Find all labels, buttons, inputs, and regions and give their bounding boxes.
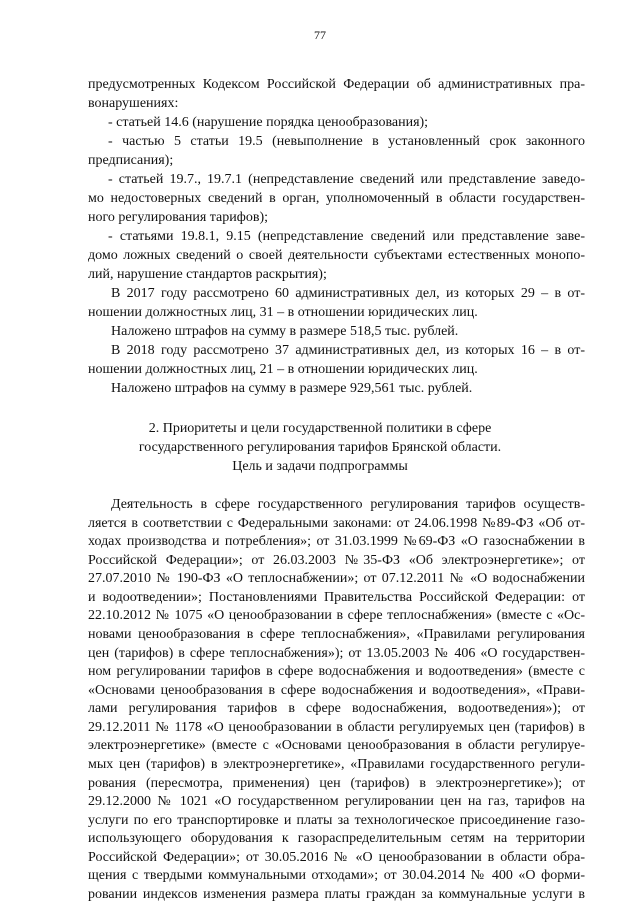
text-line: - частью 5 статьи 19.5 (невыполнение в установленный срок законного [108,134,585,149]
text-line: лами регулирования тарифов в сфере водоснабжения, водоотведения»); от [88,701,585,716]
text-line: и водоотведении»; Постановлениями Правительства Российской Федерации: от [88,590,585,605]
text-line: Наложено штрафов на сумму в размере 518,5 тыс. рублей. [111,324,459,339]
section-heading-line: 2. Приоритеты и цели государственной политики в сфере [148,421,492,436]
text-line: ляется в соответствии с Федеральными законами: от 24.06.1998 №89-ФЗ «Об от- [88,516,585,531]
text-line: цен (тарифов) в сфере теплоснабжения»); от 13.05.2003 № 406 «О государствен- [88,646,585,661]
text-line: лий, нарушение стандартов раскрытия); [88,267,327,282]
text-line: предписания); [88,153,174,168]
text-line: «Основами ценообразования в сфере водоснабжения и водоотведения», «Прави- [88,683,585,698]
text-line: - статьей 19.7., 19.7.1 (непредставление сведений или представление заведо- [108,172,585,187]
section-heading-line: государственного регулирования тарифов Брянской области. [138,440,502,455]
text-line: ном регулировании тарифов в сфере водоснабжения и водоотведения» (вместе с [88,664,585,679]
text-line: мых цен (тарифов) в электроэнергетике», «Правилами государственного регули- [88,757,585,772]
text-line: ного регулирования тарифов); [88,210,268,225]
text-line: В 2017 году рассмотрено 60 административных дел, из которых 29 – в от- [111,286,585,301]
text-line: ношении должностных лиц, 31 – в отношении юридических лиц. [88,305,478,320]
text-line: Наложено штрафов на сумму в размере 929,561 тыс. рублей. [111,381,473,396]
section-heading-line: Цель и задачи подпрограммы [232,459,408,474]
text-line: рования (пересмотра, применения) цен (тарифов) в электроэнергетике»); от [88,776,585,791]
text-line: щения с твердыми коммунальными отходами»; от 30.04.2014 № 400 «О форми- [88,868,585,883]
text-line: ходах производства и потребления»; от 31.03.1999 №69-ФЗ «О газоснабжении в [88,534,585,549]
text-line: 22.10.2012 № 1075 «О ценообразовании в сфере теплоснабжения» (вместе с «Ос- [88,608,585,623]
text-line: вонарушениях: [88,96,179,111]
text-line: новами ценообразования в сфере теплоснабжения», «Правилами регулирования [88,627,585,642]
text-line: электроэнергетике» (вместе с «Основами ценообразования в области регулируе- [88,738,585,753]
text-line: Российской Федерации»; от 26.03.2003 №35-ФЗ «Об электроэнергетике»; от [88,553,585,568]
text-line: Российской Федерации»; от 30.05.2016 № «О ценообразовании в области обра- [88,850,585,865]
text-line: 29.12.2000 № 1021 «О государственном регулировании цен на газ, тарифов на [88,794,585,809]
page-number: 77 [314,28,326,42]
text-line: - статьей 14.6 (нарушение порядка ценообразования); [108,115,429,130]
text-line: 29.12.2011 № 1178 «О ценообразовании в области регулируемых цен (тарифов) в [88,720,585,735]
text-line: использующего оборудования к газораспределительным сетям на территории [88,831,585,846]
text-line: услуги по его транспортировке и платы за технологическое присоединение газо- [88,813,585,828]
text-line: 27.07.2010 № 190-ФЗ «О теплоснабжении»; от 07.12.2011 № «О водоснабжении [88,571,585,586]
text-line: ношении должностных лиц, 21 – в отношении юридических лиц. [88,362,478,377]
text-line: Деятельность в сфере государственного регулирования тарифов осуществ- [111,497,585,512]
text-line: - статьями 19.8.1, 9.15 (непредставление сведений или представление заве- [108,229,585,244]
text-line: домо ложных сведений о своей деятельности субъектами естественных монопо- [88,248,585,263]
text-line: ровании индексов изменения размера платы граждан за коммунальные услуги в [88,887,585,902]
text-line: мо недостоверных сведений в орган, уполномоченный в области государствен- [88,191,585,206]
text-line: В 2018 году рассмотрено 37 административных дел, из которых 16 – в от- [111,343,585,358]
text-line: предусмотренных Кодексом Российской Федерации об административных пра- [88,77,585,92]
